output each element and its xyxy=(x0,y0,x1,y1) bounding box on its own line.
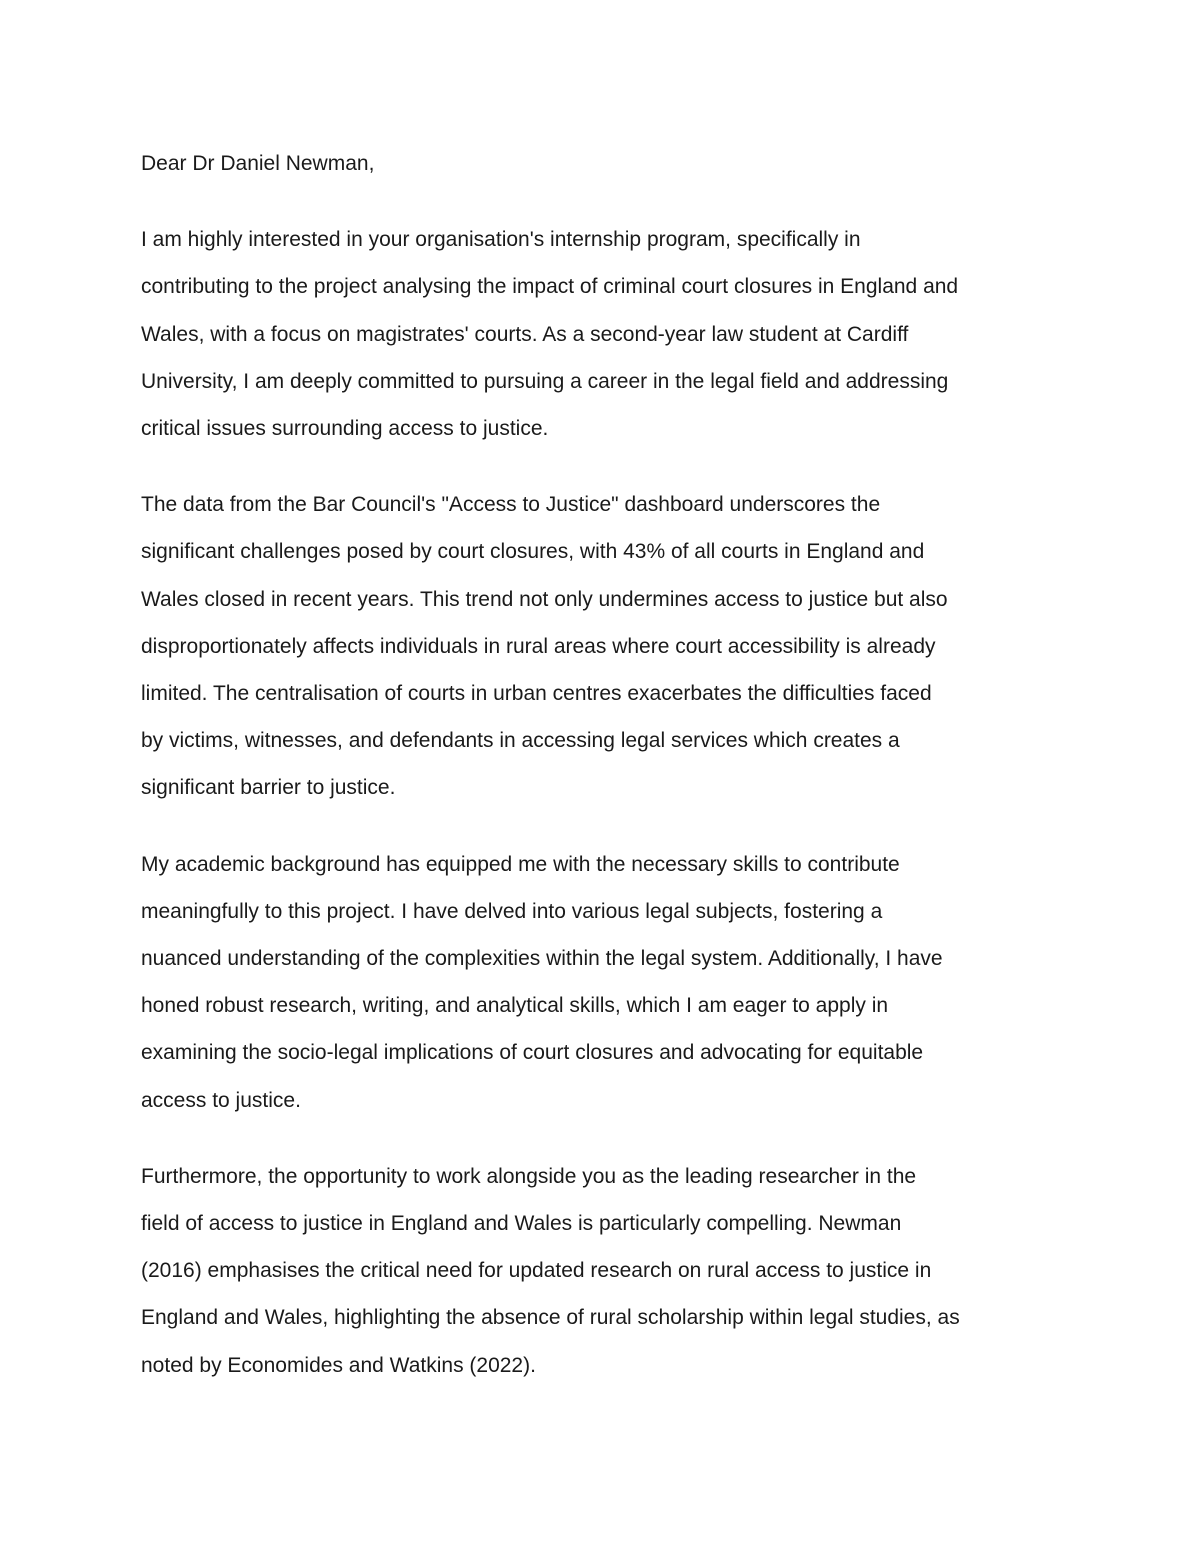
paragraph-line: by victims, witnesses, and defendants in accessing legal services which creates a xyxy=(141,729,900,753)
paragraph-line: limited. The centralisation of courts in urban centres exacerbates the difficulties faced xyxy=(141,682,932,706)
salutation: Dear Dr Daniel Newman, xyxy=(141,152,375,175)
paragraph-line: honed robust research, writing, and analytical skills, which I am eager to apply in xyxy=(141,994,889,1018)
paragraph-1 xyxy=(141,216,1071,452)
paragraph-2 xyxy=(141,481,1071,811)
paragraph-line: nuanced understanding of the complexities within the legal system. Additionally, I have xyxy=(141,947,943,971)
paragraph-line: meaningfully to this project. I have delved into various legal subjects, fostering a xyxy=(141,899,883,923)
paragraph-line: access to justice. xyxy=(141,1088,301,1112)
paragraph-line: University, I am deeply committed to pursuing a career in the legal field and addressing xyxy=(141,369,949,393)
paragraph-line: (2016) emphasises the critical need for updated research on rural access to justice in xyxy=(141,1259,932,1283)
paragraph-line: England and Wales, highlighting the absence of rural scholarship within legal studies, as xyxy=(141,1306,960,1330)
paragraph-line: Wales closed in recent years. This trend not only undermines access to justice but also xyxy=(141,587,948,611)
paragraph-line: significant challenges posed by court closures, with 43% of all courts in England and xyxy=(141,540,925,564)
paragraph-line: My academic background has equipped me with the necessary skills to contribute xyxy=(141,852,900,876)
paragraph-4 xyxy=(141,1153,1071,1389)
paragraph-line: I am highly interested in your organisation's internship program, specifically in xyxy=(141,228,861,252)
paragraph-3 xyxy=(141,841,1071,1124)
paragraph-line: disproportionately affects individuals in rural areas where court accessibility is already xyxy=(141,634,936,658)
paragraph-line: examining the socio-legal implications of court closures and advocating for equitable xyxy=(141,1041,924,1065)
paragraph-line: noted by Economides and Watkins (2022). xyxy=(141,1353,536,1377)
letter-body xyxy=(141,140,1071,1418)
paragraph-line: contributing to the project analysing the impact of criminal court closures in England and xyxy=(141,275,959,299)
paragraph-line: Furthermore, the opportunity to work alongside you as the leading researcher in the xyxy=(141,1164,917,1188)
paragraph-line: critical issues surrounding access to justice. xyxy=(141,417,549,441)
paragraph-line: The data from the Bar Council's "Access to Justice" dashboard underscores the xyxy=(141,493,881,517)
paragraph-line: Wales, with a focus on magistrates' courts. As a second-year law student at Cardiff xyxy=(141,322,909,346)
paragraph-line: field of access to justice in England and Wales is particularly compelling. Newman xyxy=(141,1212,902,1236)
paragraph-line: significant barrier to justice. xyxy=(141,776,396,800)
